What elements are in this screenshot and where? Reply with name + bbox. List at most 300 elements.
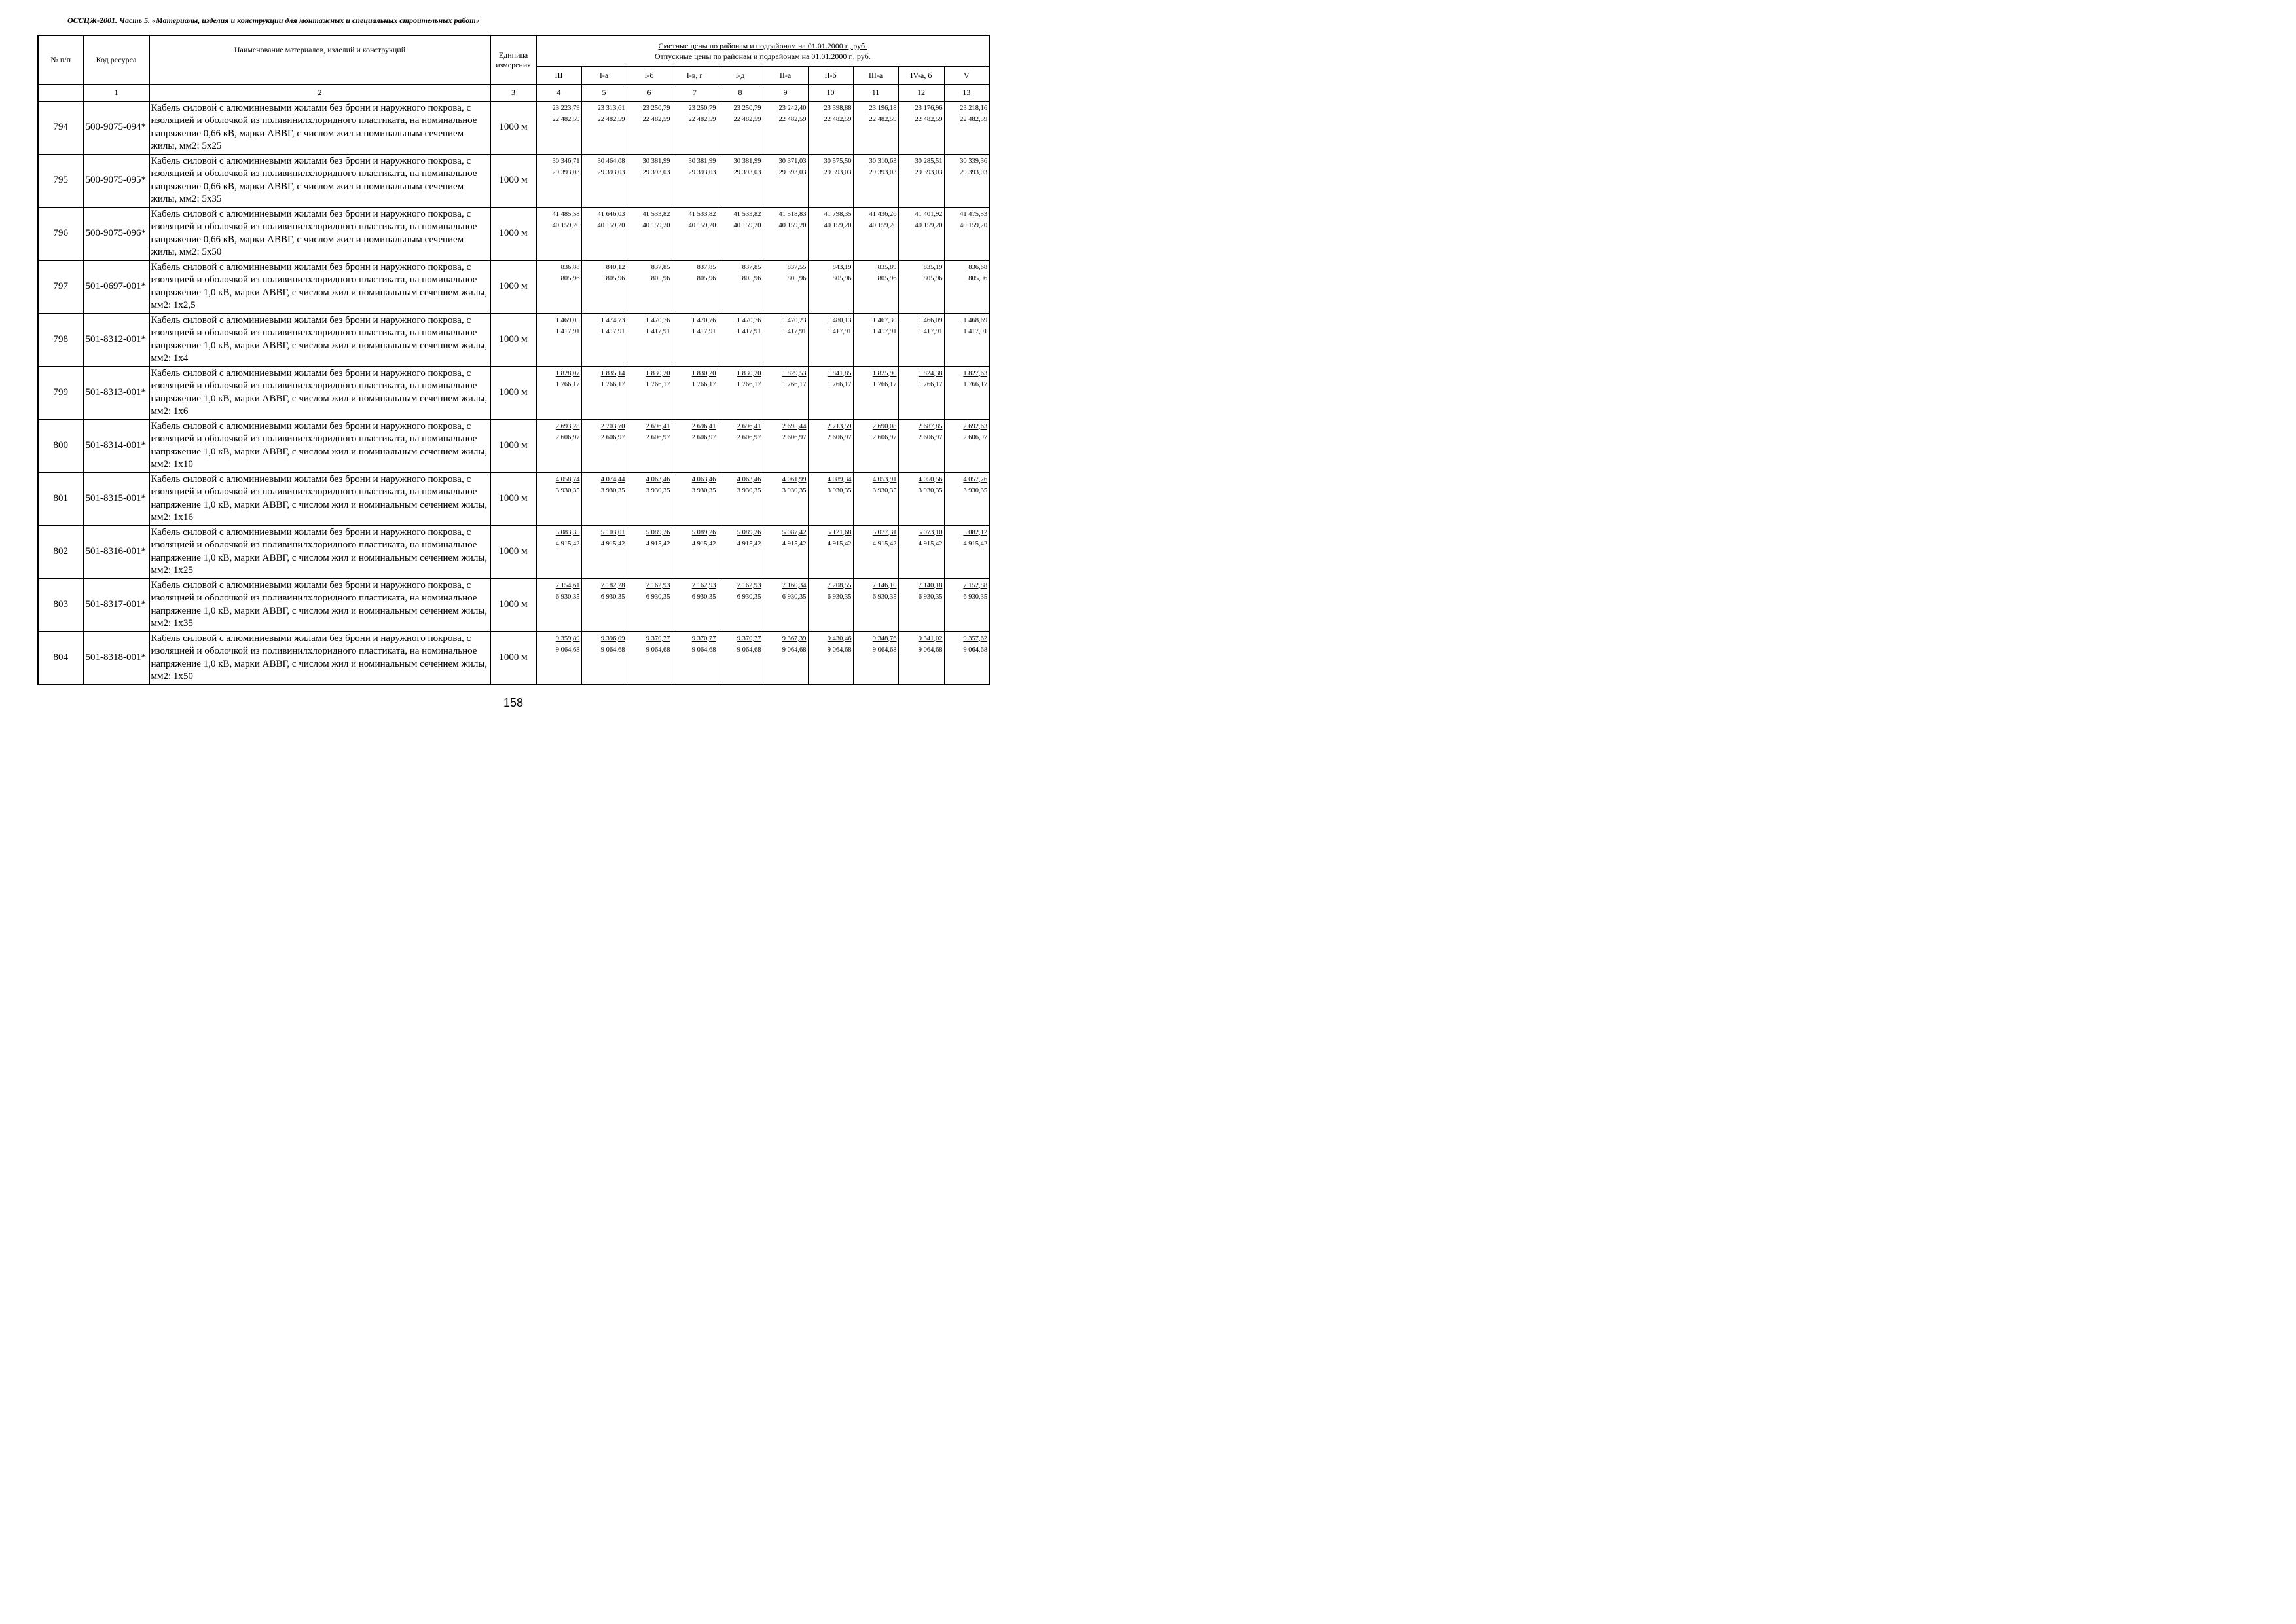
release-price: 9 064,68 bbox=[600, 646, 625, 654]
price-cell bbox=[808, 631, 853, 684]
price-cell bbox=[853, 101, 898, 154]
estimate-price: 1 841,85 bbox=[827, 369, 852, 377]
table-row bbox=[38, 631, 989, 684]
estimate-price: 2 713,59 bbox=[827, 422, 852, 430]
release-price: 2 606,97 bbox=[827, 434, 852, 441]
estimate-price: 30 371,03 bbox=[778, 157, 807, 165]
estimate-price: 7 146,10 bbox=[872, 581, 897, 589]
price-cell bbox=[627, 101, 672, 154]
price-cell bbox=[536, 101, 581, 154]
release-price: 29 393,03 bbox=[778, 168, 807, 176]
release-price: 22 482,59 bbox=[552, 115, 580, 123]
resource-code: 501-8313-001* bbox=[83, 366, 149, 419]
column-number: 2 bbox=[149, 84, 490, 101]
release-price: 805,96 bbox=[697, 274, 716, 282]
resource-code: 501-8315-001* bbox=[83, 472, 149, 525]
price-cell bbox=[808, 525, 853, 578]
release-price: 22 482,59 bbox=[960, 115, 988, 123]
material-name: Кабель силовой с алюминиевыми жилами без брони и наружного покрова, с изоляцией и оболочкой из поливинилхлоридного пластиката, на номинальное напряжение 1,0 кВ, марки АВВГ, с числом жил и номинальным сечением жилы, мм2: 1х4 bbox=[149, 313, 490, 366]
column-number: 5 bbox=[581, 84, 627, 101]
header-name: Наименование материалов, изделий и конструкций bbox=[149, 35, 490, 84]
release-price: 805,96 bbox=[560, 274, 580, 282]
estimate-price: 2 696,41 bbox=[737, 422, 761, 430]
release-price: 805,96 bbox=[651, 274, 670, 282]
material-name: Кабель силовой с алюминиевыми жилами без брони и наружного покрова, с изоляцией и оболочкой из поливинилхлоридного пластиката, на номинальное напряжение 0,66 кВ, марки АВВГ, с числом жил и номинальным сечением жилы, мм2: 5х50 bbox=[149, 207, 490, 260]
release-price: 1 766,17 bbox=[827, 380, 852, 388]
estimate-price: 7 160,34 bbox=[782, 581, 807, 589]
release-price: 3 930,35 bbox=[782, 487, 807, 494]
price-cell bbox=[536, 419, 581, 472]
release-price: 805,96 bbox=[606, 274, 625, 282]
estimate-price: 7 140,18 bbox=[918, 581, 943, 589]
estimate-price: 1 830,20 bbox=[691, 369, 716, 377]
price-cell bbox=[763, 260, 808, 313]
price-cell bbox=[853, 631, 898, 684]
region-header: IV-а, б bbox=[898, 66, 944, 84]
release-price: 3 930,35 bbox=[918, 487, 943, 494]
price-cell bbox=[627, 207, 672, 260]
price-cell bbox=[763, 631, 808, 684]
unit-of-measure: 1000 м bbox=[490, 631, 536, 684]
release-price: 1 417,91 bbox=[646, 327, 670, 335]
release-price: 805,96 bbox=[877, 274, 897, 282]
unit-of-measure: 1000 м bbox=[490, 260, 536, 313]
estimate-price: 2 696,41 bbox=[691, 422, 716, 430]
table-row bbox=[38, 525, 989, 578]
price-cell bbox=[581, 472, 627, 525]
resource-code: 500-9075-095* bbox=[83, 154, 149, 207]
release-price: 22 482,59 bbox=[597, 115, 625, 123]
price-cell bbox=[627, 525, 672, 578]
price-cell bbox=[627, 472, 672, 525]
estimate-price: 30 346,71 bbox=[552, 157, 580, 165]
price-cell bbox=[898, 631, 944, 684]
release-price: 40 159,20 bbox=[597, 221, 625, 229]
estimate-price: 1 824,38 bbox=[918, 369, 943, 377]
estimate-price: 23 250,79 bbox=[688, 104, 716, 112]
price-cell bbox=[898, 207, 944, 260]
price-cell bbox=[763, 525, 808, 578]
estimate-price: 30 381,99 bbox=[642, 157, 670, 165]
release-price: 29 393,03 bbox=[869, 168, 897, 176]
column-number: 7 bbox=[672, 84, 718, 101]
price-cell bbox=[672, 260, 718, 313]
estimate-price: 7 162,93 bbox=[691, 581, 716, 589]
price-cell bbox=[718, 419, 763, 472]
price-cell bbox=[853, 419, 898, 472]
estimate-price: 41 518,83 bbox=[778, 210, 807, 218]
resource-code: 501-8318-001* bbox=[83, 631, 149, 684]
column-number: 11 bbox=[853, 84, 898, 101]
estimate-price: 41 475,53 bbox=[960, 210, 988, 218]
release-price: 3 930,35 bbox=[600, 487, 625, 494]
price-cell bbox=[763, 366, 808, 419]
price-cell bbox=[672, 101, 718, 154]
price-cell bbox=[536, 525, 581, 578]
release-price: 3 930,35 bbox=[737, 487, 761, 494]
estimate-price: 9 396,09 bbox=[600, 635, 625, 642]
column-number: 3 bbox=[490, 84, 536, 101]
estimate-price: 23 218,16 bbox=[960, 104, 988, 112]
estimate-price: 7 182,28 bbox=[600, 581, 625, 589]
price-cell bbox=[763, 472, 808, 525]
price-cell bbox=[581, 366, 627, 419]
release-price: 40 159,20 bbox=[824, 221, 852, 229]
estimate-price: 837,85 bbox=[697, 263, 716, 271]
row-number: 797 bbox=[38, 260, 83, 313]
price-cell bbox=[627, 154, 672, 207]
release-price: 6 930,35 bbox=[827, 593, 852, 600]
estimate-price: 4 053,91 bbox=[872, 475, 897, 483]
price-cell bbox=[944, 313, 989, 366]
release-price: 9 064,68 bbox=[782, 646, 807, 654]
release-price: 2 606,97 bbox=[963, 434, 988, 441]
price-cell bbox=[627, 578, 672, 631]
release-price: 4 915,42 bbox=[646, 540, 670, 547]
release-price: 40 159,20 bbox=[642, 221, 670, 229]
release-price: 805,96 bbox=[968, 274, 988, 282]
release-price: 3 930,35 bbox=[827, 487, 852, 494]
release-price: 40 159,20 bbox=[552, 221, 580, 229]
estimate-price: 1 467,30 bbox=[872, 316, 897, 324]
price-cell bbox=[944, 366, 989, 419]
price-cell bbox=[763, 154, 808, 207]
resource-code: 500-9075-094* bbox=[83, 101, 149, 154]
table-row bbox=[38, 366, 989, 419]
release-price: 2 606,97 bbox=[782, 434, 807, 441]
page-number: 158 bbox=[503, 696, 524, 709]
release-price: 9 064,68 bbox=[691, 646, 716, 654]
estimate-price: 1 470,76 bbox=[737, 316, 761, 324]
estimate-price: 5 082,12 bbox=[963, 528, 988, 536]
estimate-price: 23 176,96 bbox=[915, 104, 943, 112]
estimate-price: 835,19 bbox=[923, 263, 943, 271]
price-cell bbox=[672, 419, 718, 472]
release-price: 6 930,35 bbox=[600, 593, 625, 600]
release-price: 29 393,03 bbox=[552, 168, 580, 176]
estimate-price: 9 348,76 bbox=[872, 635, 897, 642]
estimate-price: 837,55 bbox=[787, 263, 807, 271]
price-cell bbox=[808, 154, 853, 207]
release-price: 2 606,97 bbox=[737, 434, 761, 441]
price-cell bbox=[853, 154, 898, 207]
estimate-price: 7 162,93 bbox=[737, 581, 761, 589]
region-header: V bbox=[944, 66, 989, 84]
unit-of-measure: 1000 м bbox=[490, 154, 536, 207]
estimate-price: 837,85 bbox=[651, 263, 670, 271]
release-price: 2 606,97 bbox=[555, 434, 580, 441]
release-price: 1 417,91 bbox=[555, 327, 580, 335]
row-number: 798 bbox=[38, 313, 83, 366]
header-prices-release: Отпускные цены по районам и подрайонам на 01.01.2000 г., руб. bbox=[654, 51, 871, 61]
estimate-price: 2 696,41 bbox=[646, 422, 670, 430]
price-cell bbox=[763, 101, 808, 154]
estimate-price: 5 089,26 bbox=[646, 528, 670, 536]
price-cell bbox=[718, 313, 763, 366]
release-price: 29 393,03 bbox=[824, 168, 852, 176]
release-price: 6 930,35 bbox=[691, 593, 716, 600]
material-name: Кабель силовой с алюминиевыми жилами без брони и наружного покрова, с изоляцией и оболочкой из поливинилхлоридного пластиката, на номинальное напряжение 0,66 кВ, марки АВВГ, с числом жил и номинальным сечением жилы, мм2: 5х25 bbox=[149, 101, 490, 154]
release-price: 6 930,35 bbox=[555, 593, 580, 600]
table-row bbox=[38, 207, 989, 260]
release-price: 29 393,03 bbox=[597, 168, 625, 176]
price-cell bbox=[763, 419, 808, 472]
estimate-price: 9 357,62 bbox=[963, 635, 988, 642]
estimate-price: 41 533,82 bbox=[733, 210, 761, 218]
estimate-price: 9 370,77 bbox=[691, 635, 716, 642]
price-cell bbox=[581, 419, 627, 472]
estimate-price: 41 436,26 bbox=[869, 210, 897, 218]
column-number: 4 bbox=[536, 84, 581, 101]
release-price: 9 064,68 bbox=[963, 646, 988, 654]
estimate-price: 1 470,23 bbox=[782, 316, 807, 324]
price-cell bbox=[944, 154, 989, 207]
price-cell bbox=[581, 207, 627, 260]
price-cell bbox=[808, 366, 853, 419]
table-row bbox=[38, 101, 989, 154]
estimate-price: 5 089,26 bbox=[737, 528, 761, 536]
release-price: 4 915,42 bbox=[872, 540, 897, 547]
release-price: 29 393,03 bbox=[642, 168, 670, 176]
estimate-price: 835,89 bbox=[877, 263, 897, 271]
column-number-empty bbox=[38, 84, 83, 101]
release-price: 2 606,97 bbox=[872, 434, 897, 441]
estimate-price: 30 310,63 bbox=[869, 157, 897, 165]
release-price: 6 930,35 bbox=[963, 593, 988, 600]
release-price: 9 064,68 bbox=[646, 646, 670, 654]
estimate-price: 7 154,61 bbox=[555, 581, 580, 589]
price-cell bbox=[581, 101, 627, 154]
estimate-price: 7 208,55 bbox=[827, 581, 852, 589]
release-price: 3 930,35 bbox=[555, 487, 580, 494]
release-price: 2 606,97 bbox=[600, 434, 625, 441]
price-cell bbox=[898, 419, 944, 472]
release-price: 22 482,59 bbox=[688, 115, 716, 123]
release-price: 9 064,68 bbox=[918, 646, 943, 654]
estimate-price: 30 575,50 bbox=[824, 157, 852, 165]
release-price: 22 482,59 bbox=[733, 115, 761, 123]
release-price: 6 930,35 bbox=[646, 593, 670, 600]
column-number: 10 bbox=[808, 84, 853, 101]
release-price: 1 417,91 bbox=[918, 327, 943, 335]
price-cell bbox=[853, 260, 898, 313]
price-cell bbox=[853, 207, 898, 260]
unit-of-measure: 1000 м bbox=[490, 419, 536, 472]
release-price: 3 930,35 bbox=[646, 487, 670, 494]
price-cell bbox=[808, 260, 853, 313]
release-price: 40 159,20 bbox=[778, 221, 807, 229]
release-price: 29 393,03 bbox=[688, 168, 716, 176]
estimate-price: 1 470,76 bbox=[646, 316, 670, 324]
document-header: ОССЦЖ-2001. Часть 5. «Материалы, изделия и конструкции для монтажных и специальных строительных работ» bbox=[67, 16, 480, 25]
price-cell bbox=[944, 525, 989, 578]
price-cell bbox=[581, 578, 627, 631]
price-cell bbox=[944, 101, 989, 154]
estimate-price: 9 367,39 bbox=[782, 635, 807, 642]
estimate-price: 1 480,13 bbox=[827, 316, 852, 324]
release-price: 6 930,35 bbox=[737, 593, 761, 600]
release-price: 4 915,42 bbox=[827, 540, 852, 547]
estimate-price: 9 341,02 bbox=[918, 635, 943, 642]
estimate-price: 5 089,26 bbox=[691, 528, 716, 536]
estimate-price: 4 057,76 bbox=[963, 475, 988, 483]
estimate-price: 23 242,40 bbox=[778, 104, 807, 112]
price-cell bbox=[627, 260, 672, 313]
price-cell bbox=[944, 472, 989, 525]
price-cell bbox=[672, 472, 718, 525]
price-cell bbox=[672, 631, 718, 684]
release-price: 40 159,20 bbox=[869, 221, 897, 229]
column-number: 12 bbox=[898, 84, 944, 101]
region-header: I-д bbox=[718, 66, 763, 84]
estimate-price: 1 466,09 bbox=[918, 316, 943, 324]
estimate-price: 837,85 bbox=[742, 263, 761, 271]
price-table bbox=[37, 35, 990, 685]
price-cell bbox=[718, 578, 763, 631]
estimate-price: 5 073,10 bbox=[918, 528, 943, 536]
column-number: 1 bbox=[83, 84, 149, 101]
release-price: 9 064,68 bbox=[737, 646, 761, 654]
price-cell bbox=[898, 101, 944, 154]
estimate-price: 7 162,93 bbox=[646, 581, 670, 589]
estimate-price: 836,68 bbox=[968, 263, 988, 271]
price-cell bbox=[898, 313, 944, 366]
estimate-price: 2 693,28 bbox=[555, 422, 580, 430]
release-price: 29 393,03 bbox=[960, 168, 988, 176]
estimate-price: 1 828,07 bbox=[555, 369, 580, 377]
estimate-price: 41 646,03 bbox=[597, 210, 625, 218]
release-price: 805,96 bbox=[787, 274, 807, 282]
release-price: 9 064,68 bbox=[555, 646, 580, 654]
resource-code: 501-8312-001* bbox=[83, 313, 149, 366]
estimate-price: 1 468,69 bbox=[963, 316, 988, 324]
price-cell bbox=[718, 154, 763, 207]
price-cell bbox=[808, 207, 853, 260]
release-price: 4 915,42 bbox=[555, 540, 580, 547]
release-price: 4 915,42 bbox=[782, 540, 807, 547]
estimate-price: 5 121,68 bbox=[827, 528, 852, 536]
release-price: 1 417,91 bbox=[963, 327, 988, 335]
release-price: 22 482,59 bbox=[824, 115, 852, 123]
estimate-price: 5 077,31 bbox=[872, 528, 897, 536]
unit-of-measure: 1000 м bbox=[490, 101, 536, 154]
price-cell bbox=[808, 419, 853, 472]
price-cell bbox=[944, 419, 989, 472]
table-row bbox=[38, 154, 989, 207]
release-price: 40 159,20 bbox=[915, 221, 943, 229]
price-cell bbox=[898, 578, 944, 631]
material-name: Кабель силовой с алюминиевыми жилами без брони и наружного покрова, с изоляцией и оболочкой из поливинилхлоридного пластиката, на номинальное напряжение 1,0 кВ, марки АВВГ, с числом жил и номинальным сечением жилы, мм2: 1х10 bbox=[149, 419, 490, 472]
release-price: 805,96 bbox=[923, 274, 943, 282]
estimate-price: 4 074,44 bbox=[600, 475, 625, 483]
header-code: Код ресурса bbox=[83, 35, 149, 84]
column-number: 9 bbox=[763, 84, 808, 101]
estimate-price: 2 690,08 bbox=[872, 422, 897, 430]
release-price: 1 417,91 bbox=[737, 327, 761, 335]
row-number: 799 bbox=[38, 366, 83, 419]
estimate-price: 41 533,82 bbox=[642, 210, 670, 218]
estimate-price: 23 398,88 bbox=[824, 104, 852, 112]
release-price: 1 766,17 bbox=[600, 380, 625, 388]
price-cell bbox=[581, 260, 627, 313]
region-header: II-а bbox=[763, 66, 808, 84]
row-number: 795 bbox=[38, 154, 83, 207]
price-cell bbox=[763, 578, 808, 631]
estimate-price: 5 083,35 bbox=[555, 528, 580, 536]
release-price: 6 930,35 bbox=[918, 593, 943, 600]
estimate-price: 2 695,44 bbox=[782, 422, 807, 430]
release-price: 1 417,91 bbox=[691, 327, 716, 335]
price-cell bbox=[672, 578, 718, 631]
release-price: 2 606,97 bbox=[918, 434, 943, 441]
price-cell bbox=[718, 366, 763, 419]
estimate-price: 4 063,46 bbox=[646, 475, 670, 483]
release-price: 1 417,91 bbox=[782, 327, 807, 335]
estimate-price: 5 087,42 bbox=[782, 528, 807, 536]
release-price: 805,96 bbox=[742, 274, 761, 282]
estimate-price: 4 089,34 bbox=[827, 475, 852, 483]
row-number: 803 bbox=[38, 578, 83, 631]
region-header: I-б bbox=[627, 66, 672, 84]
unit-of-measure: 1000 м bbox=[490, 578, 536, 631]
price-cell bbox=[808, 101, 853, 154]
header-prices-estimate: Сметные цены по районам и подрайонам на 01.01.2000 г., руб. bbox=[658, 41, 867, 50]
release-price: 22 482,59 bbox=[869, 115, 897, 123]
price-cell bbox=[718, 631, 763, 684]
release-price: 805,96 bbox=[832, 274, 852, 282]
release-price: 1 766,17 bbox=[918, 380, 943, 388]
estimate-price: 7 152,88 bbox=[963, 581, 988, 589]
price-cell bbox=[672, 154, 718, 207]
price-cell bbox=[853, 313, 898, 366]
release-price: 6 930,35 bbox=[782, 593, 807, 600]
release-price: 2 606,97 bbox=[691, 434, 716, 441]
material-name: Кабель силовой с алюминиевыми жилами без брони и наружного покрова, с изоляцией и оболочкой из поливинилхлоридного пластиката, на номинальное напряжение 0,66 кВ, марки АВВГ, с числом жил и номинальным сечением жилы, мм2: 5х35 bbox=[149, 154, 490, 207]
unit-of-measure: 1000 м bbox=[490, 472, 536, 525]
price-cell bbox=[944, 207, 989, 260]
estimate-price: 836,88 bbox=[560, 263, 580, 271]
release-price: 3 930,35 bbox=[691, 487, 716, 494]
resource-code: 501-8316-001* bbox=[83, 525, 149, 578]
estimate-price: 2 687,85 bbox=[918, 422, 943, 430]
price-cell bbox=[672, 313, 718, 366]
column-number: 8 bbox=[718, 84, 763, 101]
estimate-price: 840,12 bbox=[606, 263, 625, 271]
estimate-price: 41 533,82 bbox=[688, 210, 716, 218]
release-price: 1 417,91 bbox=[827, 327, 852, 335]
row-number: 804 bbox=[38, 631, 83, 684]
price-cell bbox=[853, 525, 898, 578]
release-price: 1 766,17 bbox=[782, 380, 807, 388]
price-cell bbox=[627, 366, 672, 419]
row-number: 800 bbox=[38, 419, 83, 472]
price-cell bbox=[672, 207, 718, 260]
estimate-price: 41 485,58 bbox=[552, 210, 580, 218]
estimate-price: 1 825,90 bbox=[872, 369, 897, 377]
material-name: Кабель силовой с алюминиевыми жилами без брони и наружного покрова, с изоляцией и оболочкой из поливинилхлоридного пластиката, на номинальное напряжение 1,0 кВ, марки АВВГ, с числом жил и номинальным сечением жилы, мм2: 1х35 bbox=[149, 578, 490, 631]
price-cell bbox=[944, 260, 989, 313]
release-price: 1 766,17 bbox=[737, 380, 761, 388]
material-name: Кабель силовой с алюминиевыми жилами без брони и наружного покрова, с изоляцией и оболочкой из поливинилхлоридного пластиката, на номинальное напряжение 1,0 кВ, марки АВВГ, с числом жил и номинальным сечением жилы, мм2: 1х2,5 bbox=[149, 260, 490, 313]
material-name: Кабель силовой с алюминиевыми жилами без брони и наружного покрова, с изоляцией и оболочкой из поливинилхлоридного пластиката, на номинальное напряжение 1,0 кВ, марки АВВГ, с числом жил и номинальным сечением жилы, мм2: 1х25 bbox=[149, 525, 490, 578]
price-cell bbox=[627, 419, 672, 472]
price-cell bbox=[808, 313, 853, 366]
estimate-price: 9 370,77 bbox=[646, 635, 670, 642]
estimate-price: 1 830,20 bbox=[646, 369, 670, 377]
release-price: 4 915,42 bbox=[737, 540, 761, 547]
price-cell bbox=[944, 578, 989, 631]
estimate-price: 1 474,73 bbox=[600, 316, 625, 324]
